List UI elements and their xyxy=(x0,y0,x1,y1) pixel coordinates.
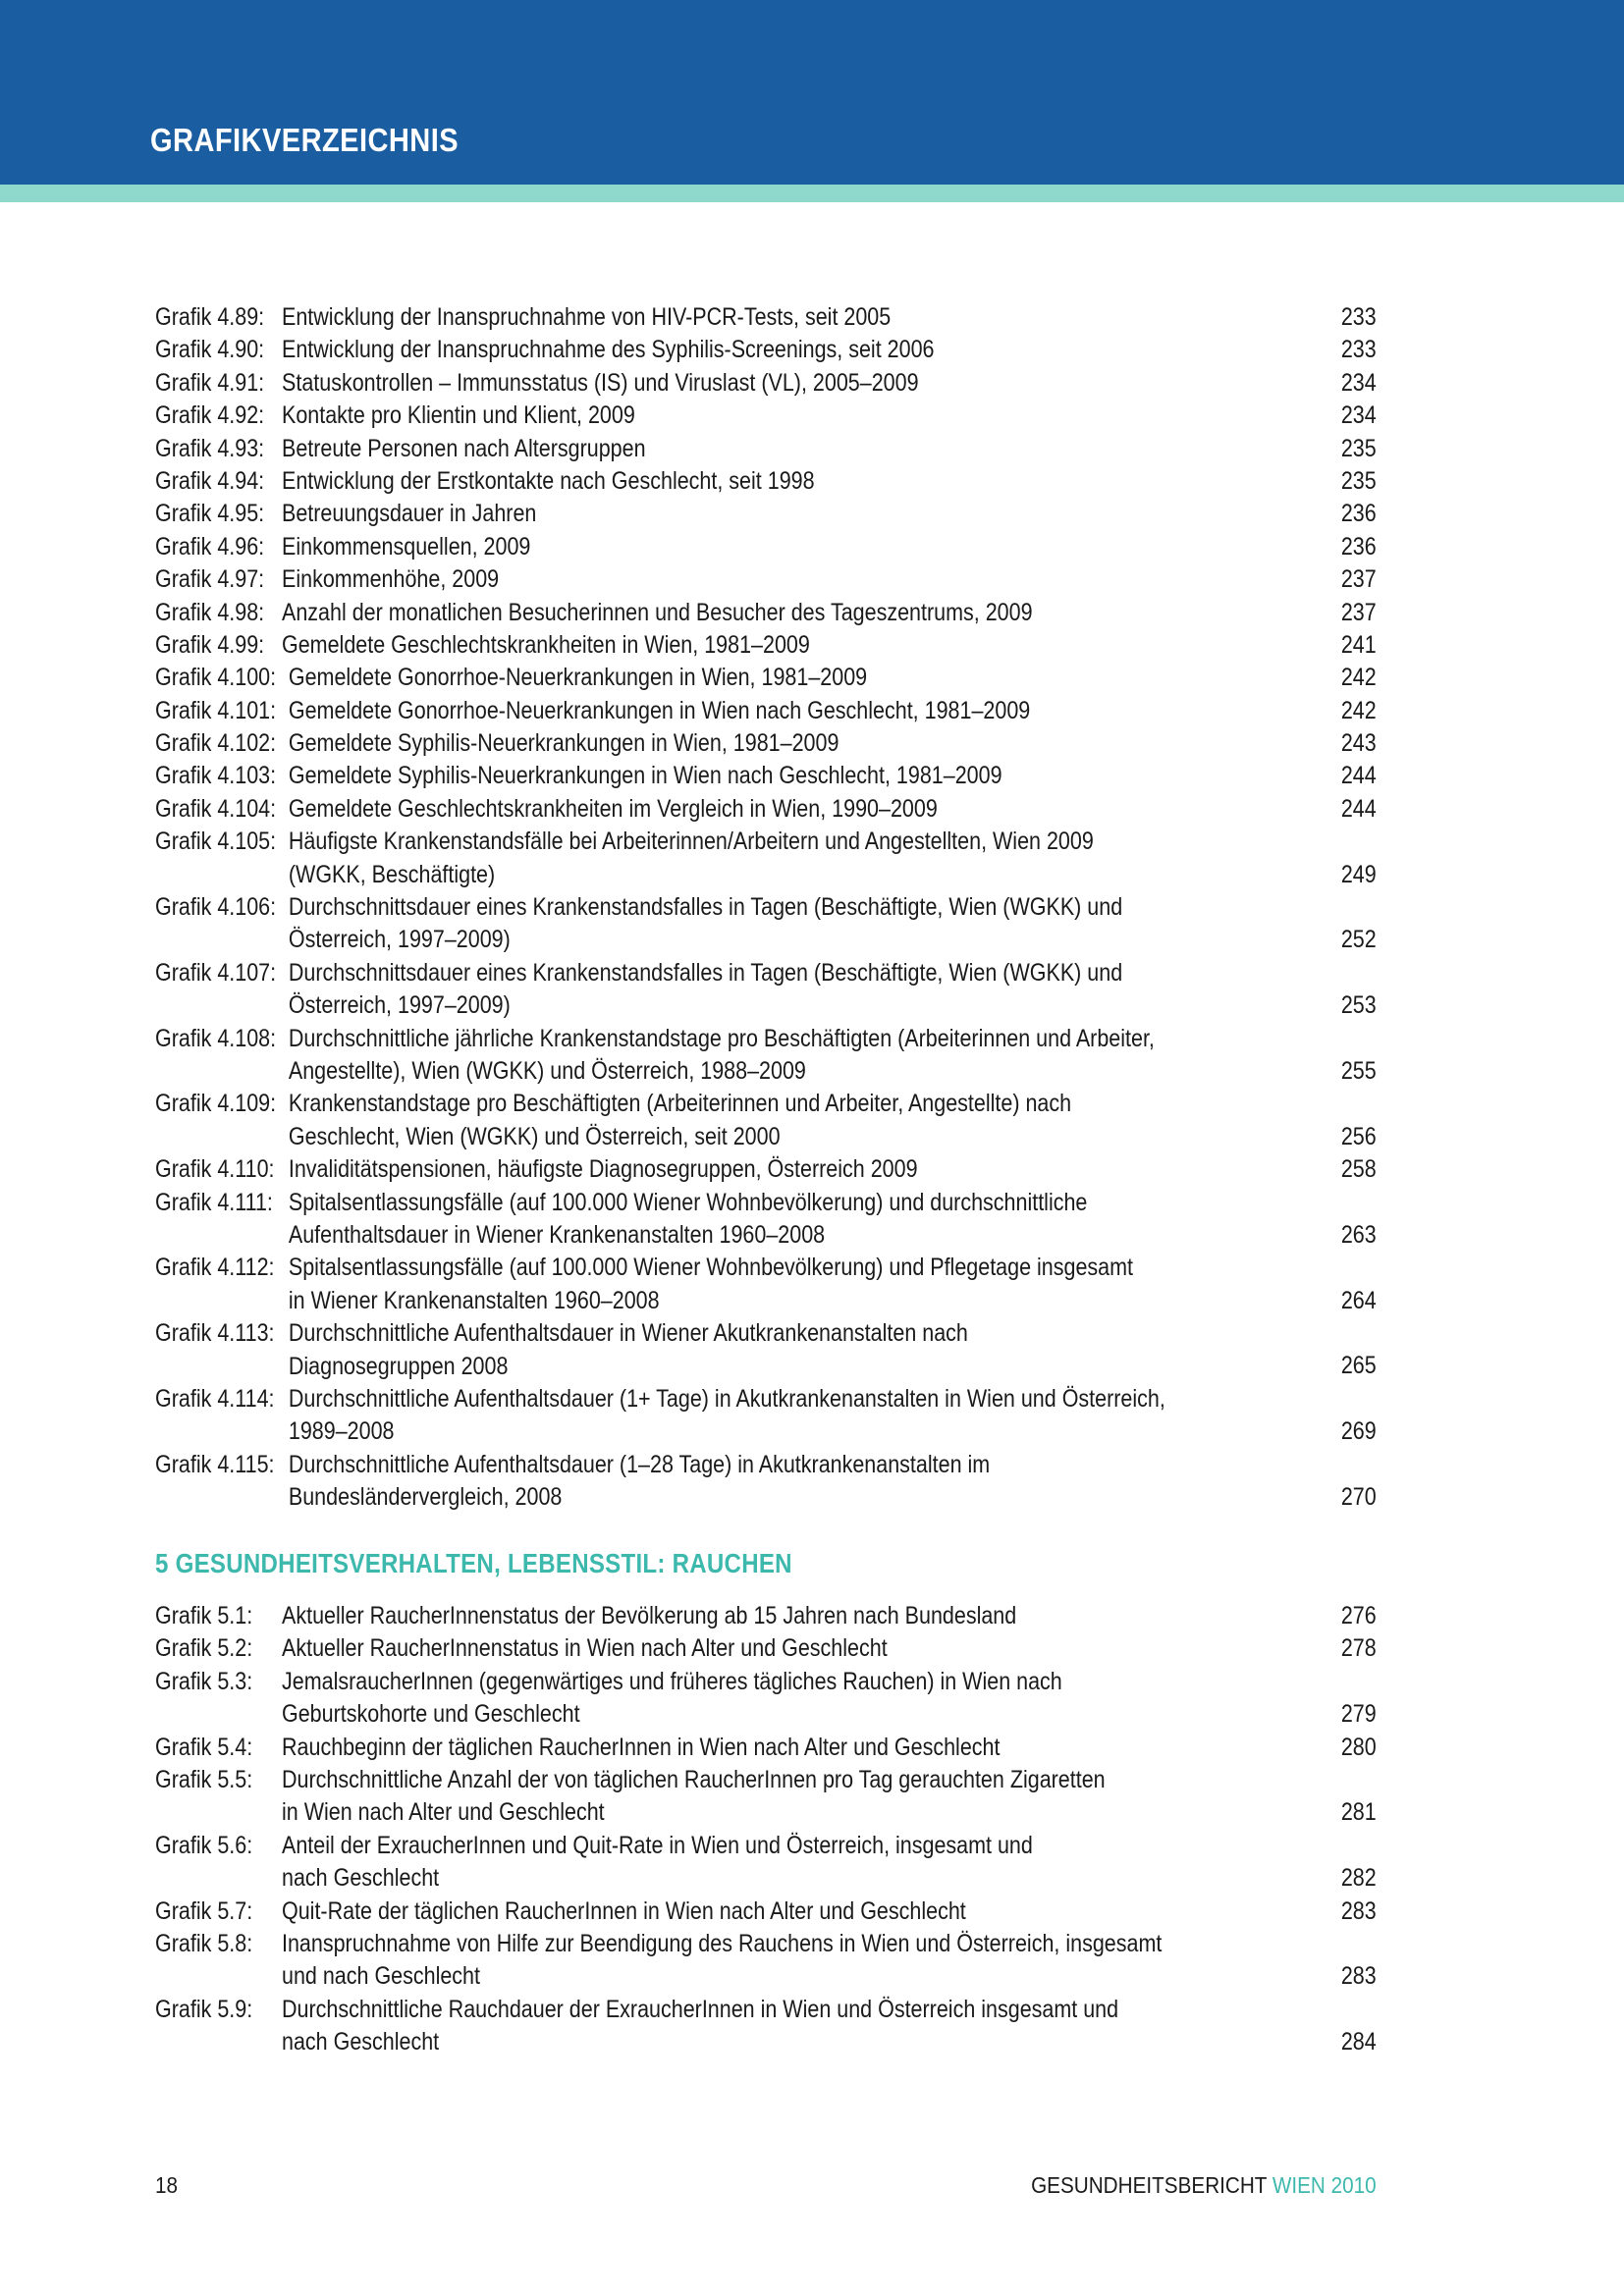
figure-title-line: Gemeldete Syphilis-Neuerkrankungen in Wien, 1981–2009 xyxy=(288,729,839,758)
figure-label: Grafik 4.91: xyxy=(155,368,265,397)
figure-title-line: Gemeldete Geschlechtskrankheiten im Vergleich in Wien, 1990–2009 xyxy=(288,794,938,823)
figure-entry xyxy=(155,334,1377,366)
figure-entry xyxy=(155,597,1377,629)
figure-title-line: Geburtskohorte und Geschlecht xyxy=(282,1700,580,1729)
figure-page-number: 243 xyxy=(1341,729,1377,758)
figure-entry xyxy=(155,727,1377,760)
figure-title-line: Rauchbeginn der täglichen RaucherInnen in Wien nach Alter und Geschlecht xyxy=(282,1733,1001,1761)
figure-page-number: 282 xyxy=(1341,1864,1377,1893)
figure-title-line: Entwicklung der Inanspruchnahme von HIV-PCR-Tests, seit 2005 xyxy=(282,303,892,331)
figure-label: Grafik 4.90: xyxy=(155,336,265,364)
figure-title-line: Einkommensquellen, 2009 xyxy=(282,532,531,561)
figure-page-number: 233 xyxy=(1341,336,1377,364)
figure-entry xyxy=(155,1317,1377,1383)
figure-label: Grafik 5.9: xyxy=(155,1995,253,2023)
figure-label: Grafik 4.104: xyxy=(155,794,277,823)
figure-page-number: 263 xyxy=(1341,1220,1377,1249)
figure-title-line: Österreich, 1997–2009) xyxy=(288,926,511,954)
figure-label: Grafik 4.100: xyxy=(155,664,277,692)
figure-title-line: Geschlecht, Wien (WGKK) und Österreich, seit 2000 xyxy=(288,1122,781,1150)
footer-report-title xyxy=(1031,2172,1377,2199)
figure-title-line: Aktueller RaucherInnenstatus in Wien nach Alter und Geschlecht xyxy=(282,1634,888,1663)
figure-title-line: Durchschnittliche Aufenthaltsdauer (1+ Tage) in Akutkrankenanstalten in Wien und Österreich, xyxy=(288,1384,1165,1413)
figure-entry xyxy=(155,629,1377,662)
figure-label: Grafik 4.111: xyxy=(155,1188,273,1216)
figure-page-number: 244 xyxy=(1341,762,1377,790)
figure-entry xyxy=(155,367,1377,400)
footer-page-number: 18 xyxy=(155,2172,179,2198)
figure-label: Grafik 4.110: xyxy=(155,1155,275,1184)
figure-page-number: 234 xyxy=(1341,368,1377,397)
figure-page-number: 237 xyxy=(1341,565,1377,594)
figure-title-line: Aktueller RaucherInnenstatus der Bevölkerung ab 15 Jahren nach Bundesland xyxy=(282,1602,1017,1629)
figure-label: Grafik 4.94: xyxy=(155,466,265,495)
figure-title-line: Quit-Rate der täglichen RaucherInnen in Wien nach Alter und Geschlecht xyxy=(282,1896,966,1925)
figure-entry xyxy=(155,433,1377,465)
figure-title-line: Durchschnittliche jährliche Krankenstandstage pro Beschäftigten (Arbeiterinnen und Arbeiter, xyxy=(288,1024,1155,1052)
figure-title-line: Entwicklung der Inanspruchnahme des Syphilis-Screenings, seit 2006 xyxy=(282,336,935,364)
figure-entry xyxy=(155,465,1377,498)
figure-entry xyxy=(155,1383,1377,1449)
figure-label: Grafik 4.108: xyxy=(155,1024,277,1052)
figure-entry xyxy=(155,1896,1377,1928)
figure-title-line: Durchschnittsdauer eines Krankenstandsfalles in Tagen (Beschäftigte, Wien (WGKK) und xyxy=(288,958,1123,987)
figure-page-number: 237 xyxy=(1341,598,1377,626)
figure-entry xyxy=(155,695,1377,727)
figure-title-line: Gemeldete Gonorrhoe-Neuerkrankungen in Wien nach Geschlecht, 1981–2009 xyxy=(288,696,1031,724)
figure-label: Grafik 5.6: xyxy=(155,1831,253,1859)
figure-list-chapter-4 xyxy=(155,301,1377,1514)
header-accent-stripe xyxy=(0,185,1624,202)
figure-label: Grafik 4.93: xyxy=(155,434,265,462)
figure-title-line: Bundesländervergleich, 2008 xyxy=(288,1483,563,1512)
figure-entry xyxy=(155,1449,1377,1515)
figure-page-number: 252 xyxy=(1341,926,1377,954)
figure-label: Grafik 4.96: xyxy=(155,532,265,561)
figure-page-number: 279 xyxy=(1341,1700,1377,1729)
figure-page-number: 264 xyxy=(1341,1286,1377,1314)
figure-label: Grafik 4.99: xyxy=(155,630,265,659)
figure-entry xyxy=(155,1666,1377,1732)
figure-page-number: 278 xyxy=(1341,1634,1377,1663)
footer-title-accent: WIEN 2010 xyxy=(1272,2172,1377,2198)
figure-label: Grafik 4.114: xyxy=(155,1384,275,1413)
figure-label: Grafik 5.2: xyxy=(155,1634,253,1663)
figure-title-line: Betreuungsdauer in Jahren xyxy=(282,500,537,528)
figure-title-line: Inanspruchnahme von Hilfe zur Beendigung des Rauchens in Wien und Österreich, insgesamt xyxy=(282,1929,1163,1957)
figure-page-number: 242 xyxy=(1341,696,1377,724)
figure-entry xyxy=(155,662,1377,694)
figure-entry xyxy=(155,891,1377,957)
figure-title-line: Betreute Personen nach Altersgruppen xyxy=(282,434,646,462)
figure-entry xyxy=(155,301,1377,334)
figure-page-number: 270 xyxy=(1341,1483,1377,1512)
figure-page-number: 256 xyxy=(1341,1122,1377,1150)
figure-title-line: und nach Geschlecht xyxy=(282,1962,481,1991)
figure-page-number: 255 xyxy=(1341,1056,1377,1085)
figure-label: Grafik 5.1: xyxy=(155,1602,253,1629)
figure-page-number: 281 xyxy=(1341,1798,1377,1827)
figure-label: Grafik 4.106: xyxy=(155,893,277,922)
figure-label: Grafik 4.89: xyxy=(155,303,265,331)
page-title: GRAFIKVERZEICHNIS xyxy=(150,122,460,158)
figure-page-number: 249 xyxy=(1341,860,1377,888)
figure-title-line: (WGKK, Beschäftigte) xyxy=(288,860,496,888)
figure-entry xyxy=(155,1187,1377,1253)
figure-page-number: 233 xyxy=(1341,302,1377,331)
figure-entry xyxy=(155,1830,1377,1896)
figure-title-line: Gemeldete Syphilis-Neuerkrankungen in Wien nach Geschlecht, 1981–2009 xyxy=(288,762,1002,790)
figure-title-line: nach Geschlecht xyxy=(282,2028,440,2056)
figure-title-line: Aufenthaltsdauer in Wiener Krankenanstalten 1960–2008 xyxy=(288,1220,826,1249)
figure-title-line: Entwicklung der Erstkontakte nach Geschlecht, seit 1998 xyxy=(282,466,815,495)
figure-page-number: 236 xyxy=(1341,532,1377,561)
figure-page-number: 276 xyxy=(1341,1601,1377,1629)
figure-page-number: 241 xyxy=(1341,630,1377,659)
figure-page-number: 235 xyxy=(1341,466,1377,495)
figure-page-number: 253 xyxy=(1341,991,1377,1020)
figure-page-number: 244 xyxy=(1341,794,1377,823)
figure-page-number: 283 xyxy=(1341,1896,1377,1925)
figure-label: Grafik 4.113: xyxy=(155,1319,275,1348)
figure-entry xyxy=(155,793,1377,826)
figure-entry xyxy=(155,826,1377,891)
figure-title-line: Spitalsentlassungsfälle (auf 100.000 Wiener Wohnbevölkerung) und Pflegetage insgesamt xyxy=(288,1254,1134,1282)
figure-page-number: 269 xyxy=(1341,1417,1377,1446)
figure-title-line: Österreich, 1997–2009) xyxy=(288,991,511,1020)
figure-label: Grafik 4.98: xyxy=(155,598,265,626)
figure-entry xyxy=(155,498,1377,530)
figure-entry xyxy=(155,1153,1377,1186)
figure-title-line: Spitalsentlassungsfälle (auf 100.000 Wiener Wohnbevölkerung) und durchschnittliche xyxy=(288,1188,1088,1216)
figure-title-line: Häufigste Krankenstandsfälle bei Arbeiterinnen/Arbeitern und Angestellten, Wien 2009 xyxy=(288,828,1094,856)
figure-title-line: JemalsraucherInnen (gegenwärtiges und früheres tägliches Rauchen) in Wien nach xyxy=(282,1667,1062,1695)
figure-title-line: Invaliditätspensionen, häufigste Diagnosegruppen, Österreich 2009 xyxy=(288,1155,918,1184)
figure-entry xyxy=(155,1023,1377,1089)
figure-label: Grafik 4.95: xyxy=(155,500,265,528)
figure-page-number: 235 xyxy=(1341,434,1377,462)
figure-label: Grafik 5.5: xyxy=(155,1765,253,1793)
figure-entry xyxy=(155,1252,1377,1317)
figure-list-chapter-5 xyxy=(155,1600,1377,2058)
figure-label: Grafik 5.3: xyxy=(155,1667,253,1695)
figure-label: Grafik 4.112: xyxy=(155,1254,275,1282)
figure-title-line: Durchschnittliche Anzahl der von täglichen RaucherInnen pro Tag gerauchten Zigaretten xyxy=(282,1765,1106,1793)
figure-page-number: 280 xyxy=(1341,1733,1377,1761)
figure-title-line: Einkommenhöhe, 2009 xyxy=(282,565,500,594)
figure-entry xyxy=(155,760,1377,792)
figure-title-line: 1989–2008 xyxy=(288,1417,395,1446)
figure-label: Grafik 4.101: xyxy=(155,696,277,724)
figure-title-line: Angestellte), Wien (WGKK) und Österreich, 1988–2009 xyxy=(288,1056,806,1085)
section-heading-5: 5 GESUNDHEITSVERHALTEN, LEBENSSTIL: RAUCHEN xyxy=(155,1548,792,1578)
figure-title-line: in Wiener Krankenanstalten 1960–2008 xyxy=(288,1286,660,1314)
figure-label: Grafik 4.115: xyxy=(155,1450,275,1478)
figure-page-number: 236 xyxy=(1341,500,1377,528)
figure-title-line: Krankenstandstage pro Beschäftigten (Arbeiterinnen und Arbeiter, Angestellte) nach xyxy=(288,1090,1072,1118)
figure-title-line: Kontakte pro Klientin und Klient, 2009 xyxy=(282,401,635,430)
figure-label: Grafik 4.92: xyxy=(155,401,265,430)
figure-title-line: Statuskontrollen – Immunsstatus (IS) und Viruslast (VL), 2005–2009 xyxy=(282,368,919,397)
figure-page-number: 242 xyxy=(1341,664,1377,692)
figure-title-line: Diagnosegruppen 2008 xyxy=(288,1352,509,1380)
figure-entry xyxy=(155,1600,1377,1632)
figure-label: Grafik 4.103: xyxy=(155,762,277,790)
figure-label: Grafik 4.97: xyxy=(155,565,265,594)
figure-title-line: Durchschnittliche Rauchdauer der ExraucherInnen in Wien und Österreich insgesamt und xyxy=(282,1995,1119,2023)
figure-entry xyxy=(155,1928,1377,1994)
figure-entry xyxy=(155,1632,1377,1665)
figure-title-line: Gemeldete Gonorrhoe-Neuerkrankungen in Wien, 1981–2009 xyxy=(288,664,868,692)
figure-title-line: Durchschnittsdauer eines Krankenstandsfalles in Tagen (Beschäftigte, Wien (WGKK) und xyxy=(288,893,1123,922)
figure-title-line: Durchschnittliche Aufenthaltsdauer in Wiener Akutkrankenanstalten nach xyxy=(288,1319,968,1348)
figure-label: Grafik 4.109: xyxy=(155,1090,277,1118)
figure-title-line: Anteil der ExraucherInnen und Quit-Rate in Wien und Österreich, insgesamt und xyxy=(282,1831,1033,1859)
figure-label: Grafik 5.7: xyxy=(155,1896,253,1925)
figure-page-number: 283 xyxy=(1341,1962,1377,1991)
figure-label: Grafik 4.107: xyxy=(155,958,277,987)
figure-entry xyxy=(155,1764,1377,1830)
figure-label: Grafik 4.105: xyxy=(155,828,277,856)
figure-label: Grafik 5.8: xyxy=(155,1929,253,1957)
figure-title-line: Durchschnittliche Aufenthaltsdauer (1–28 Tage) in Akutkrankenanstalten im xyxy=(288,1450,991,1478)
figure-title-line: Gemeldete Geschlechtskrankheiten in Wien, 1981–2009 xyxy=(282,630,810,659)
figure-page-number: 284 xyxy=(1341,2028,1377,2056)
figure-entry xyxy=(155,531,1377,563)
figure-entry xyxy=(155,563,1377,596)
footer-title-main: GESUNDHEITSBERICHT xyxy=(1031,2172,1273,2198)
figure-entry xyxy=(155,957,1377,1023)
figure-label: Grafik 4.102: xyxy=(155,729,277,758)
figure-entry xyxy=(155,400,1377,432)
figure-label: Grafik 5.4: xyxy=(155,1733,253,1761)
figure-page-number: 258 xyxy=(1341,1155,1377,1184)
figure-page-number: 234 xyxy=(1341,401,1377,430)
figure-title-line: in Wien nach Alter und Geschlecht xyxy=(282,1798,605,1827)
figure-title-line: nach Geschlecht xyxy=(282,1864,440,1893)
figure-entry xyxy=(155,1088,1377,1153)
figure-page-number: 265 xyxy=(1341,1352,1377,1380)
figure-entry xyxy=(155,1732,1377,1764)
figure-title-line: Anzahl der monatlichen Besucherinnen und Besucher des Tageszentrums, 2009 xyxy=(282,598,1033,626)
figure-entry xyxy=(155,1994,1377,2059)
